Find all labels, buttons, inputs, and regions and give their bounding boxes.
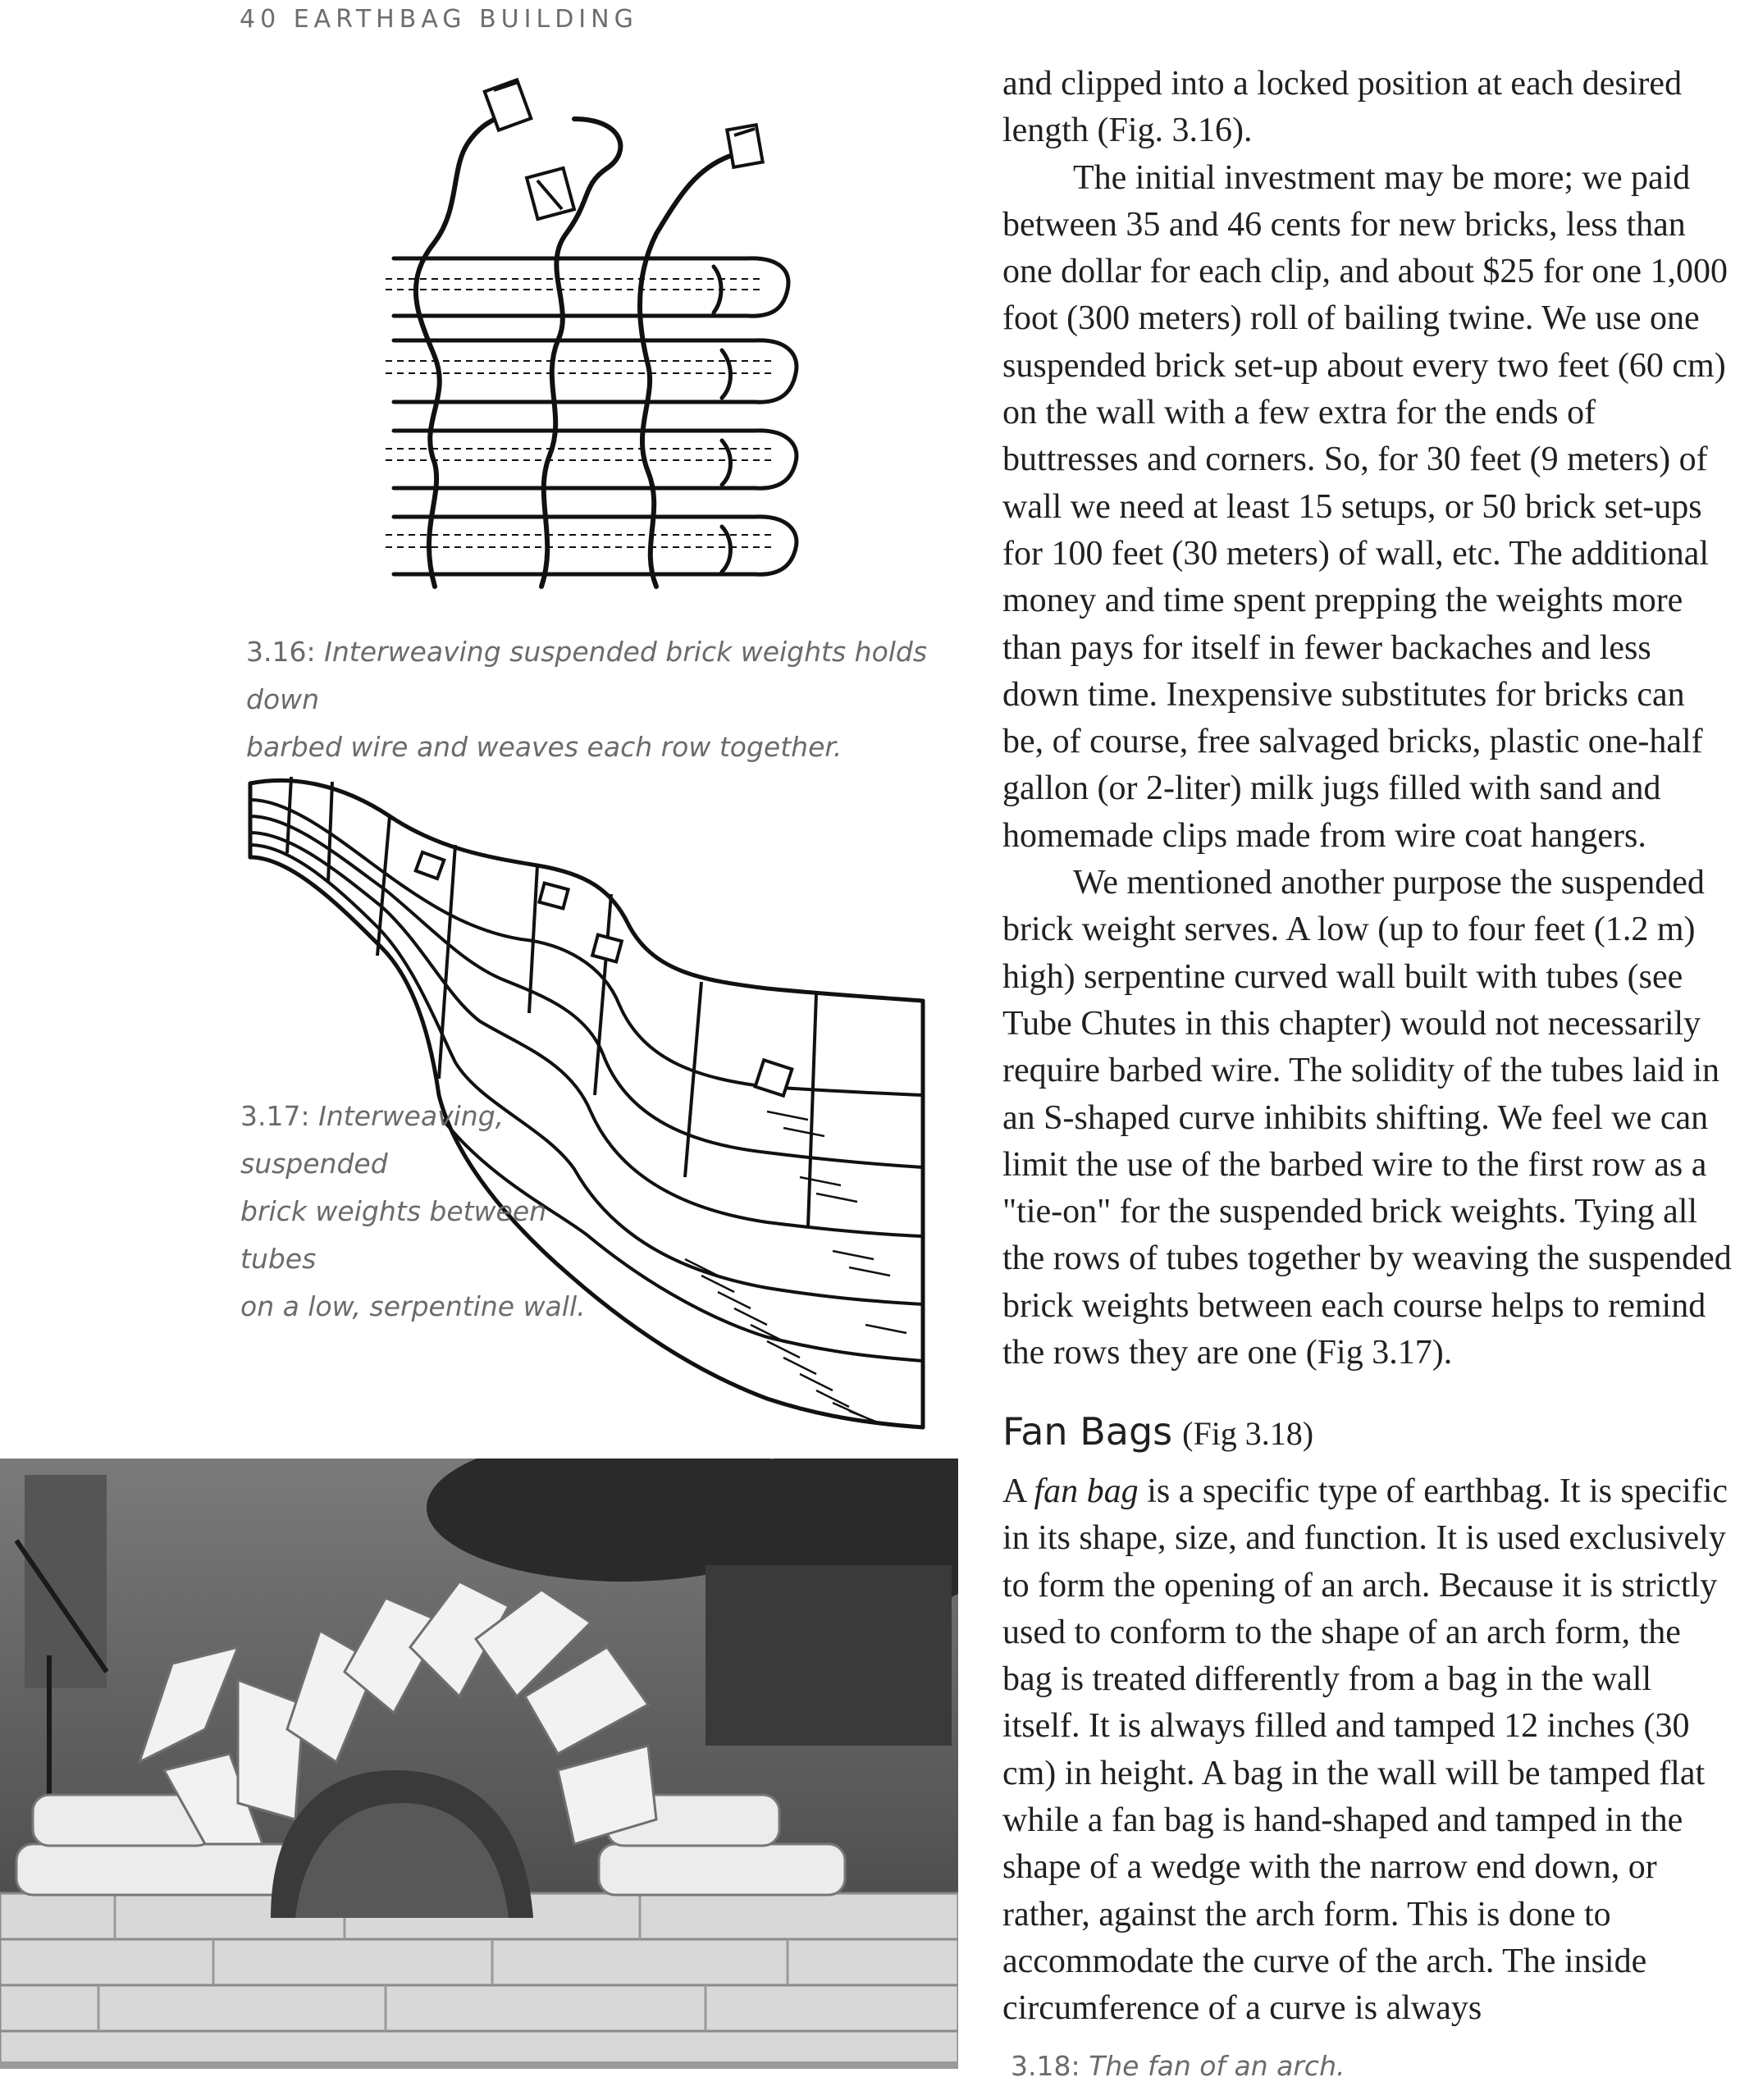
brick-weight-icon	[756, 1060, 792, 1095]
caption-text: brick weights between tubes	[240, 1195, 547, 1275]
paragraph: The initial investment may be more; we paid between 35 and 46 cents for new bricks, less than one dollar for each clip, and about $25 for one 1,000 foot (300 meters) roll of bailing twine. We use one suspended brick set-up about every two feet (60 cm) on the wall with a few extra for the ends of buttresses and corners. So, for 30 feet (9 meters) of wall we need at least 15 setups, or 50 brick set-ups for 100 feet (30 meters) of wall, etc. The additional money and time spent prepping the weights more than pays for itself in fewer backaches and less down time. Inexpensive substitutes for bricks can be, of course, free salvaged bricks, plastic one-half gallon (or 2-liter) milk jugs filled with sand and homemade clips made from wire coat hangers.	[1002, 158, 1728, 855]
brick-weight-icon	[592, 935, 622, 962]
figure-number: 3.16:	[246, 636, 316, 668]
figure-number: 3.18:	[1011, 2050, 1080, 2082]
paragraph: A fan bag is a specific type of earthbag. It is specific in its shape, size, and function. It is used exclusively to form the opening of an arch. Because it is strictly used to conform to the shape of an arch form, the bag is treated differently from a bag in the wall itself. It is always filled and tamped 12 inches (30 cm) in height. A bag in the wall will be tamped flat while a fan bag is hand-shaped and tamped in the shape of a wedge with the narrow end down, or rather, against the arch form. This is done to accommodate the curve of the arch. The inside circumference of a curve is always	[1002, 1472, 1728, 2028]
emphasis: fan bag	[1034, 1472, 1139, 1510]
caption-text: barbed wire and weaves each row together.	[246, 731, 843, 763]
figure-3-17-caption	[240, 1093, 626, 1331]
brick-weight-icon	[416, 852, 445, 879]
caption-text: on a low, serpentine wall.	[240, 1290, 586, 1322]
paragraph: We mentioned another purpose the suspended brick weight serves. A low (up to four feet (1.2 m) high) serpentine curved wall built with tubes (see Tube Chutes in this chapter) would not necessarily require barbed wire. The solidity of the tubes laid in an S-shaped curve inhibits shifting. We feel we can limit the use of the barbed wire to the first row as a "tie-on" for the suspended brick weights. Tying all the rows of tubes together by weaving the suspended brick weights between each course helps to remind the rows they are one (Fig 3.17).	[1002, 864, 1732, 1372]
section-heading-ref: (Fig 3.18)	[1182, 1415, 1314, 1452]
caption-text: Interweaving suspended brick weights holds down	[246, 636, 928, 715]
brick-weight-icon	[727, 125, 762, 167]
caption-text: Interweaving, suspended	[240, 1100, 505, 1180]
caption-text: The fan of an arch.	[1089, 2050, 1345, 2082]
brick-weight-icon	[539, 883, 568, 909]
tube-row-4	[394, 517, 797, 574]
running-head: 40 EARTHBAG BUILDING	[240, 5, 638, 34]
body-text-bottom	[1002, 1468, 1733, 2033]
figure-3-16-drawing	[386, 70, 812, 595]
brick-weight-icon	[527, 168, 574, 219]
tube-row-1	[394, 258, 788, 316]
figure-number: 3.17:	[240, 1100, 310, 1132]
wall-top-edge	[250, 780, 923, 1001]
body-text-top	[1002, 61, 1733, 1376]
figure-3-18-photo	[0, 1459, 958, 2069]
section-heading-title: Fan Bags	[1002, 1409, 1173, 1454]
paragraph: and clipped into a locked position at each desired length (Fig. 3.16).	[1002, 65, 1683, 150]
tube-row-2	[394, 340, 797, 402]
figure-3-16-caption	[246, 628, 952, 771]
figure-3-18-caption	[1011, 2043, 1716, 2090]
section-heading	[1002, 1407, 1313, 1459]
